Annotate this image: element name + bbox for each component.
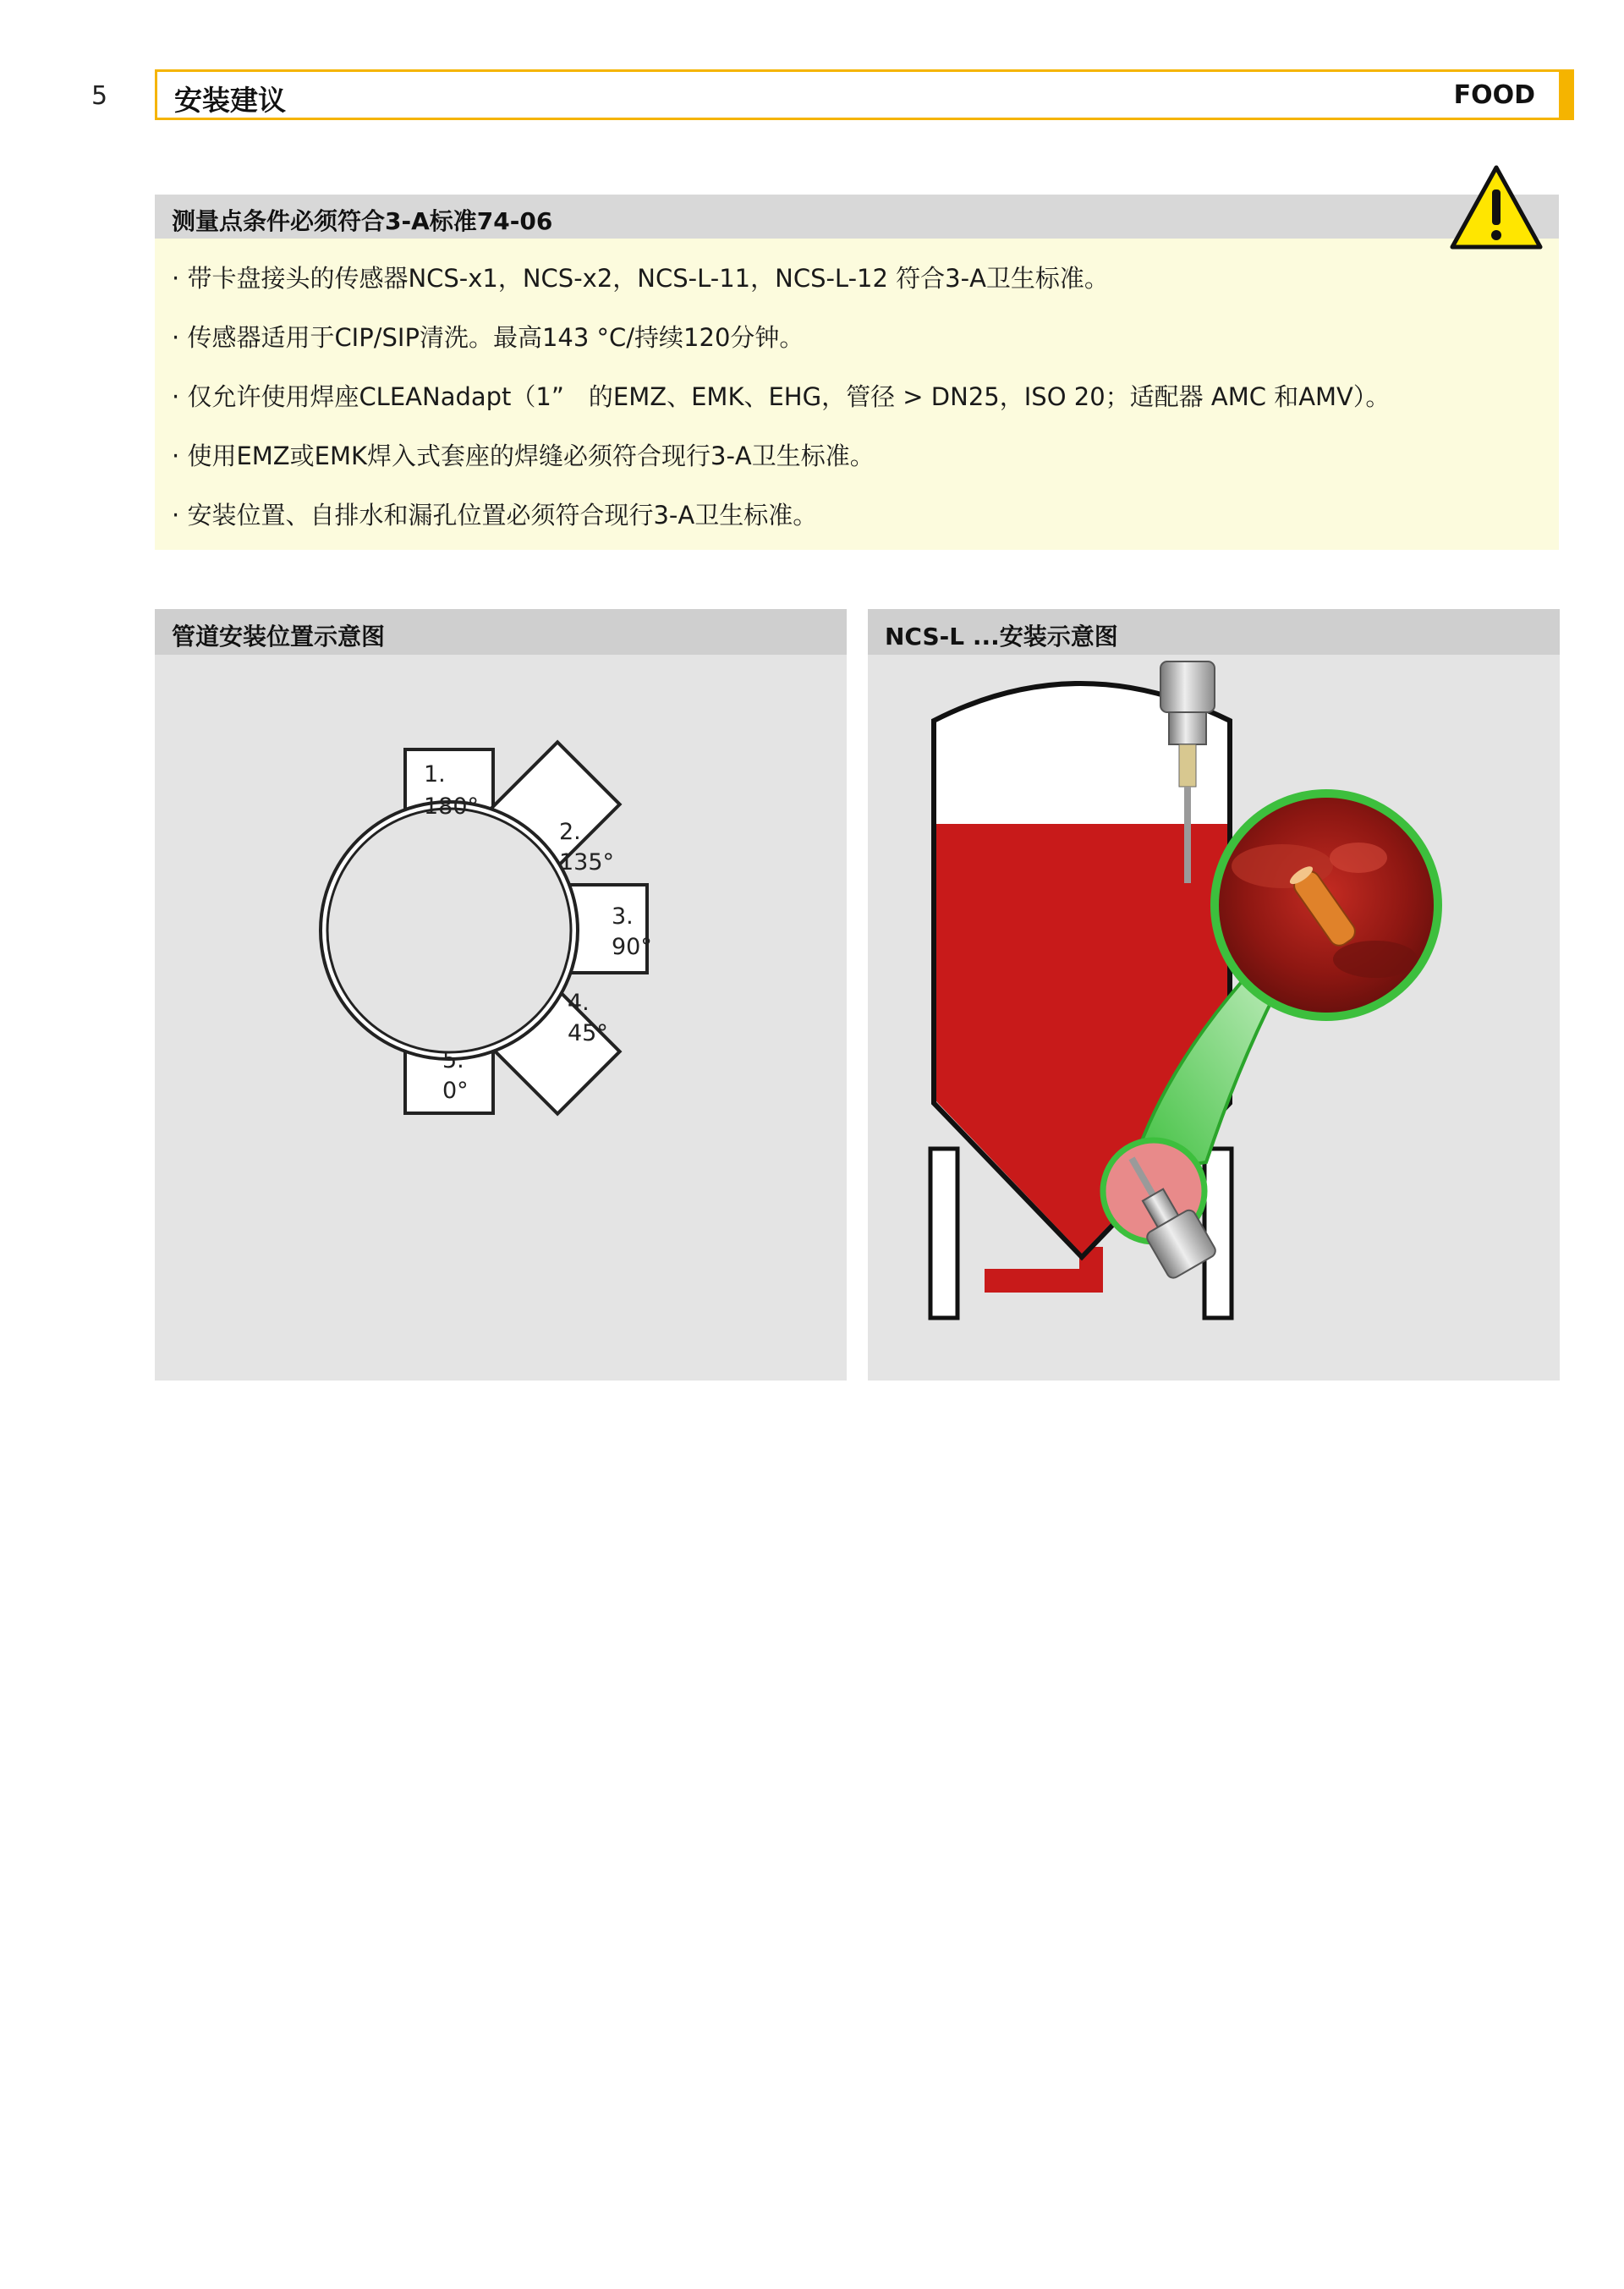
pipe-panel-header — [155, 609, 847, 655]
page-number: 5 — [91, 81, 108, 111]
list-item: · 传感器适用于CIP/SIP清洗。最高143 °C/持续120分钟。 — [172, 308, 1559, 367]
header-accent — [1559, 69, 1574, 120]
pipe-inner — [327, 809, 571, 1052]
tank-panel-title: NCS-L ...安装示意图 — [885, 623, 1118, 650]
requirements-header — [155, 195, 1559, 239]
requirements-title: 测量点条件必须符合3-A标准74-06 — [172, 207, 553, 235]
list-item: · 仅允许使用焊座CLEANadapt（1” 的EMZ、EMK、EHG，管径 > DN25，ISO 20；适配器 AMC 和AMV）。 — [172, 367, 1559, 426]
pipe-position-panel — [155, 609, 847, 1381]
list-item: · 使用EMZ或EMK焊入式套座的焊缝必须符合现行3-A卫生标准。 — [172, 426, 1559, 486]
position-4-index: 4. — [568, 990, 590, 1016]
drain-pipe — [985, 1269, 1079, 1293]
position-3-index: 3. — [612, 903, 634, 930]
sauce-texture — [1330, 843, 1387, 873]
tank-leg-left — [930, 1149, 957, 1318]
position-4-angle: 45° — [568, 1020, 608, 1046]
tank-installation-panel — [868, 609, 1560, 1381]
tank-panel-header — [868, 609, 1560, 655]
requirements-list — [155, 239, 1559, 545]
position-5-index: 5. — [442, 1047, 464, 1073]
position-2-angle: 135° — [559, 849, 615, 876]
page-header — [155, 69, 1559, 120]
page-title: 安装建议 — [174, 84, 286, 117]
position-1-index: 1. — [424, 761, 446, 788]
list-item: · 带卡盘接头的传感器NCS-x1，NCS-x2，NCS-L-11，NCS-L-12 符合3-A卫生标准。 — [172, 249, 1559, 308]
sauce-texture — [1333, 941, 1418, 978]
tank-leg-right — [1204, 1149, 1232, 1318]
pipe-position-diagram — [155, 655, 847, 1381]
position-1-angle: 180° — [424, 793, 480, 820]
warning-triangle-icon — [1449, 164, 1544, 250]
category-tag: FOOD — [1453, 80, 1535, 110]
position-3-angle: 90° — [612, 934, 652, 960]
position-2-index: 2. — [559, 819, 581, 845]
position-5-angle: 0° — [442, 1078, 469, 1104]
tank-installation-illustration — [868, 655, 1560, 1381]
pipe-panel-title: 管道安装位置示意图 — [172, 623, 386, 650]
requirements-section — [155, 195, 1559, 550]
list-item: · 安装位置、自排水和漏孔位置必须符合现行3-A卫生标准。 — [172, 486, 1559, 545]
